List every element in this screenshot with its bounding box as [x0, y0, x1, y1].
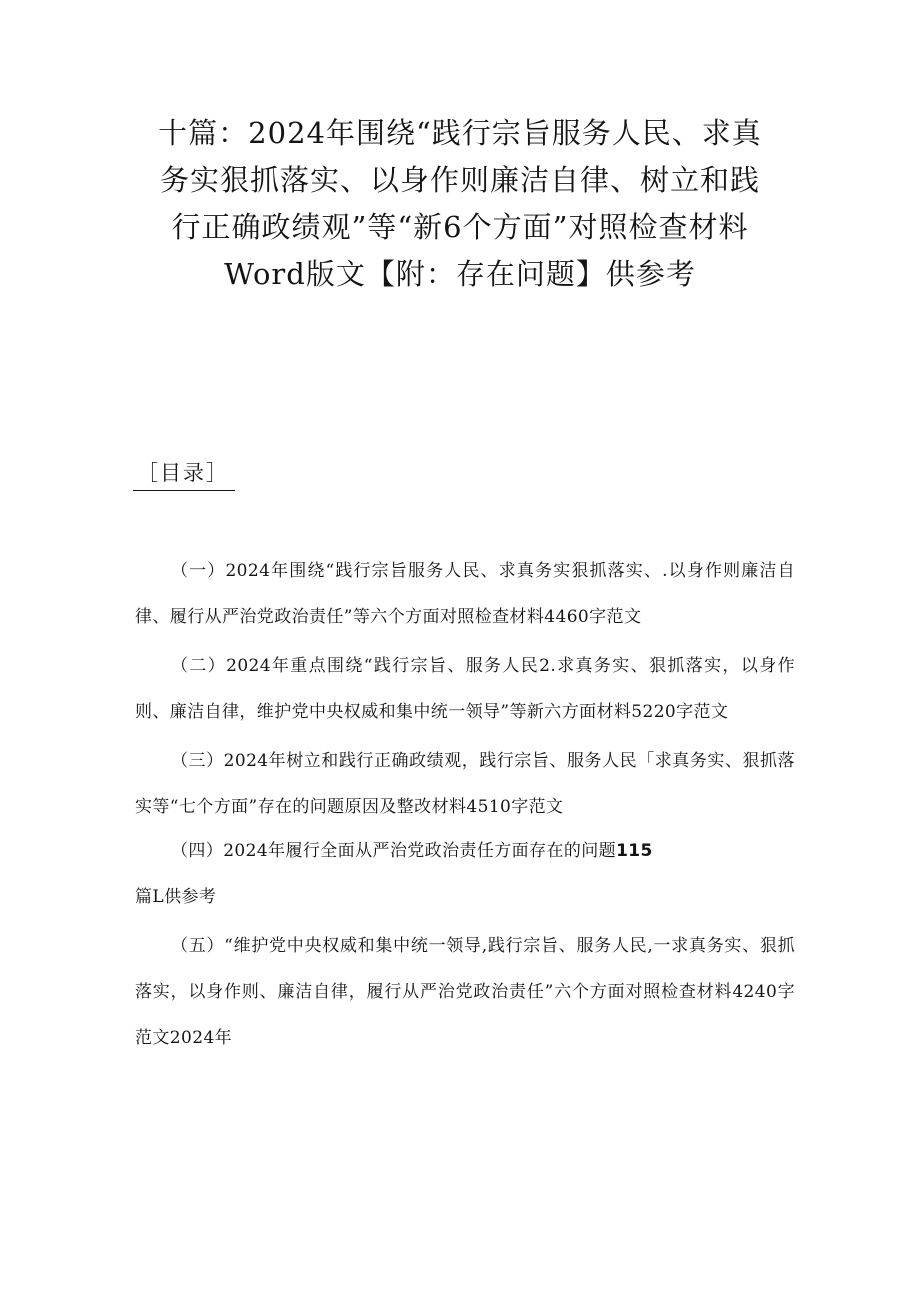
toc-item-4-text: （四）2024年履行全面从严治党政治责任方面存在的问题	[171, 841, 617, 861]
document-title: 十篇：2024年围绕“践行宗旨服务人民、求真务实狠抓落实、以身作则廉洁自律、树立和践行正确政绩观”等“新6个方面”对照检查材料Word版文【附：存在问题】供参考	[158, 116, 762, 291]
toc-item-5: （五）“维护党中央权威和集中统一领导,践行宗旨、服务人民,一求真务实、狠抓落实，以身作则、廉洁自律，履行从严治党政治责任”六个方面对照检查材料4240字范文2024年	[135, 936, 795, 1048]
toc-item-1: （一）2024年围绕“践行宗旨服务人民、求真务实狠抓落实、.以身作则廉洁自律、履行从严治党政治责任”等六个方面对照检查材料4460字范文	[135, 561, 795, 627]
toc-heading: ［目录］	[133, 458, 235, 491]
toc-item-4-count: 115	[616, 841, 653, 861]
toc-item-4-suffix: 篇L供参考	[135, 887, 217, 907]
toc-item-4	[135, 828, 795, 920]
toc-item-3: （三）2024年树立和践行正确政绩观，践行宗旨、服务人民「求真务实、狠抓落实等“七个方面”存在的问题原因及整改材料4510字范文	[135, 751, 795, 817]
table-of-contents	[135, 548, 795, 1064]
toc-item-2: （二）2024年重点围绕“践行宗旨、服务人民2.求真务实、狠抓落实，以身作则、廉洁自律，维护党中央权威和集中统一领导”等新六方面材料5220字范文	[135, 656, 795, 722]
